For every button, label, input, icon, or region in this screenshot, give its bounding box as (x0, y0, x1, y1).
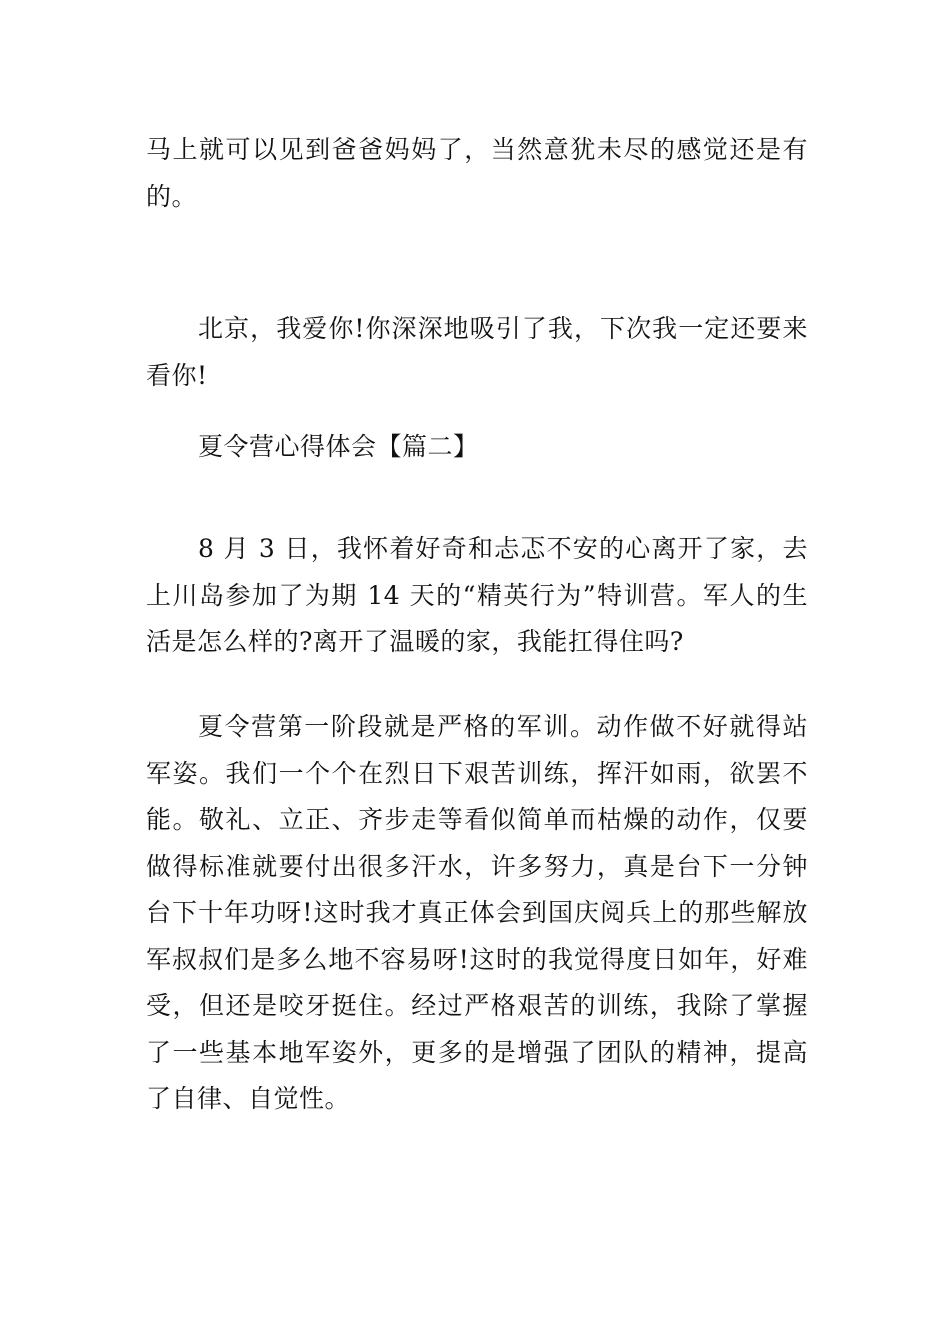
section-heading: 夏令营心得体会【篇二】 (198, 432, 479, 461)
paragraph-intro: 8 月 3 日，我怀着好奇和忐忑不安的心离开了家，去上川岛参加了为期 14 天的“精英行为”特训营。军人的生活是怎么样的?离开了温暖的家，我能扛得住吗? (146, 534, 808, 656)
paragraph-training: 夏令营第一阶段就是严格的军训。动作做不好就得站军姿。我们一个个在烈日下艰苦训练，挥汗如雨，欲罢不能。敬礼、立正、齐步走等看似简单而枯燥的动作，仅要做得标准就要付出很多汗水，许多努力，真是台下一分钟台下十年功呀!这时我才真正体会到国庆阅兵上的那些解放军叔叔们是多么地不容易呀!这时的我觉得度日如年，好难受，但还是咬牙挺住。经过严格艰苦的训练，我除了掌握了一些基本地军姿外，更多的是增强了团队的精神，提高了自律、自觉性。 (146, 712, 808, 1113)
paragraph-continuation: 马上就可以见到爸爸妈妈了，当然意犹未尽的感觉还是有的。 (146, 135, 808, 211)
paragraph-beijing: 北京，我爱你!你深深地吸引了我，下次我一定还要来看你! (146, 314, 808, 390)
